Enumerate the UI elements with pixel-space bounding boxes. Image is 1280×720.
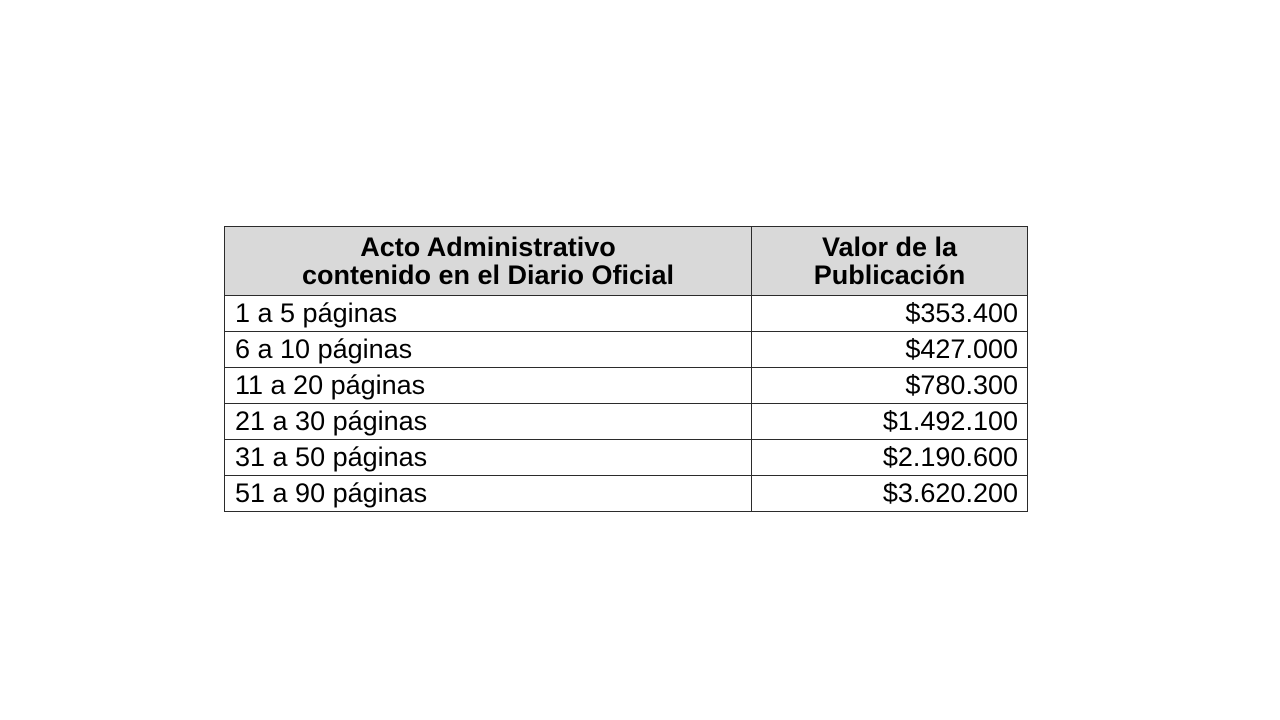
header-valor-publicacion	[752, 227, 1028, 296]
row-price-value: $1.492.100	[752, 404, 1028, 440]
header-acto-line-2: contenido en el Diario Oficial	[301, 260, 675, 290]
header-acto-administrativo	[225, 227, 752, 296]
table-row	[225, 476, 1028, 512]
row-price-value: $3.620.200	[752, 476, 1028, 512]
table-row	[225, 404, 1028, 440]
row-pages-range: 1 a 5 páginas	[225, 296, 752, 332]
table-row	[225, 332, 1028, 368]
table-header-row	[225, 227, 1028, 296]
row-price-value: $780.300	[752, 368, 1028, 404]
publication-price-table	[224, 226, 1028, 512]
header-valor-line-1: Valor de la	[821, 231, 958, 262]
row-pages-range: 51 a 90 páginas	[225, 476, 752, 512]
table-row	[225, 440, 1028, 476]
row-price-value: $2.190.600	[752, 440, 1028, 476]
header-valor-line-2: Publicación	[813, 260, 966, 290]
table-row	[225, 296, 1028, 332]
table-row	[225, 368, 1028, 404]
header-acto-line-1: Acto Administrativo	[360, 231, 616, 262]
row-price-value: $353.400	[752, 296, 1028, 332]
row-pages-range: 31 a 50 páginas	[225, 440, 752, 476]
row-pages-range: 6 a 10 páginas	[225, 332, 752, 368]
row-price-value: $427.000	[752, 332, 1028, 368]
row-pages-range: 21 a 30 páginas	[225, 404, 752, 440]
row-pages-range: 11 a 20 páginas	[225, 368, 752, 404]
